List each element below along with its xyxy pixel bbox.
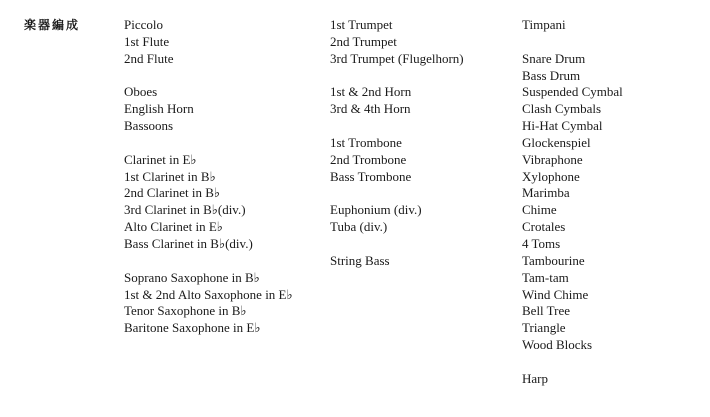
instrument-item: Bass Drum: [522, 67, 581, 83]
instrument-item: 1st Trumpet: [330, 17, 393, 32]
instrument-item: Tambourine: [522, 252, 585, 268]
instrument-item: Chime: [522, 202, 557, 218]
instrument-item: Hi-Hat Cymbal: [522, 118, 603, 134]
instrument-item: 2nd Flute: [124, 50, 174, 66]
instrument-item: 1st Clarinet in B♭: [124, 168, 216, 184]
instrument-item: 1st & 2nd Horn: [330, 84, 412, 100]
instrument-item: English Horn: [124, 101, 194, 117]
instrument-item: Marimba: [522, 185, 570, 201]
instrument-item: 2nd Clarinet in B♭: [124, 185, 221, 201]
instrument-item: 1st Flute: [124, 33, 170, 49]
instrument-item: 1st & 2nd Alto Saxophone in E♭: [124, 286, 293, 302]
spacer-row: [124, 68, 293, 85]
instrument-item: 1st Trombone: [330, 134, 402, 150]
instrument-item: Oboes: [124, 84, 158, 100]
brass-column: [330, 17, 464, 270]
instrument-item: Wind Chime: [522, 286, 589, 302]
spacer-row: [330, 118, 464, 135]
instrument-item: Alto Clarinet in E♭: [124, 219, 223, 235]
instrument-item: Timpani: [522, 17, 566, 32]
spacer-row: [330, 236, 464, 253]
instrument-item: Harp: [522, 370, 548, 386]
instrument-item: Tam-tam: [522, 269, 569, 285]
instrument-item: 3rd & 4th Horn: [330, 101, 411, 117]
instrument-item: 3rd Clarinet in B♭(div.): [124, 202, 246, 218]
instrument-item: Clarinet in E♭: [124, 151, 197, 167]
instrument-item: Bassoons: [124, 118, 174, 134]
instrument-item: Tenor Saxophone in B♭: [124, 303, 247, 319]
instrument-item: Vibraphone: [522, 151, 583, 167]
spacer-row: [124, 135, 293, 152]
spacer-row: [522, 354, 623, 371]
instrument-item: Bass Clarinet in B♭(div.): [124, 235, 253, 251]
instrument-item: Snare Drum: [522, 50, 586, 66]
instrument-item: Tuba (div.): [330, 219, 388, 235]
instrumentation-heading: 楽器編成: [24, 18, 81, 32]
instrument-item: Piccolo: [124, 17, 163, 32]
instrument-item: Bell Tree: [522, 303, 571, 319]
percussion-column: [522, 17, 623, 388]
instrument-item: Wood Blocks: [522, 337, 593, 353]
spacer-row: [330, 185, 464, 202]
instrument-item: Soprano Saxophone in B♭: [124, 269, 260, 285]
instrument-item: Bass Trombone: [330, 168, 412, 184]
instrument-item: 4 Toms: [522, 235, 561, 251]
instrument-item: Glockenspiel: [522, 134, 591, 150]
instrument-item: Suspended Cymbal: [522, 84, 623, 100]
instrument-item: 2nd Trombone: [330, 151, 407, 167]
instrument-item: 3rd Trumpet (Flugelhorn): [330, 50, 464, 66]
spacer-row: [124, 253, 293, 270]
instrument-item: Xylophone: [522, 168, 580, 184]
instrument-item: 2nd Trumpet: [330, 33, 397, 49]
woodwinds-column: [124, 17, 293, 337]
instrument-item: Crotales: [522, 219, 566, 235]
instrument-item: Baritone Saxophone in E♭: [124, 320, 261, 336]
instrument-item: Euphonium (div.): [330, 202, 422, 218]
spacer-row: [522, 34, 623, 51]
instrument-item: String Bass: [330, 252, 390, 268]
instrument-item: Clash Cymbals: [522, 101, 602, 117]
instrument-item: Triangle: [522, 320, 566, 336]
spacer-row: [330, 68, 464, 85]
